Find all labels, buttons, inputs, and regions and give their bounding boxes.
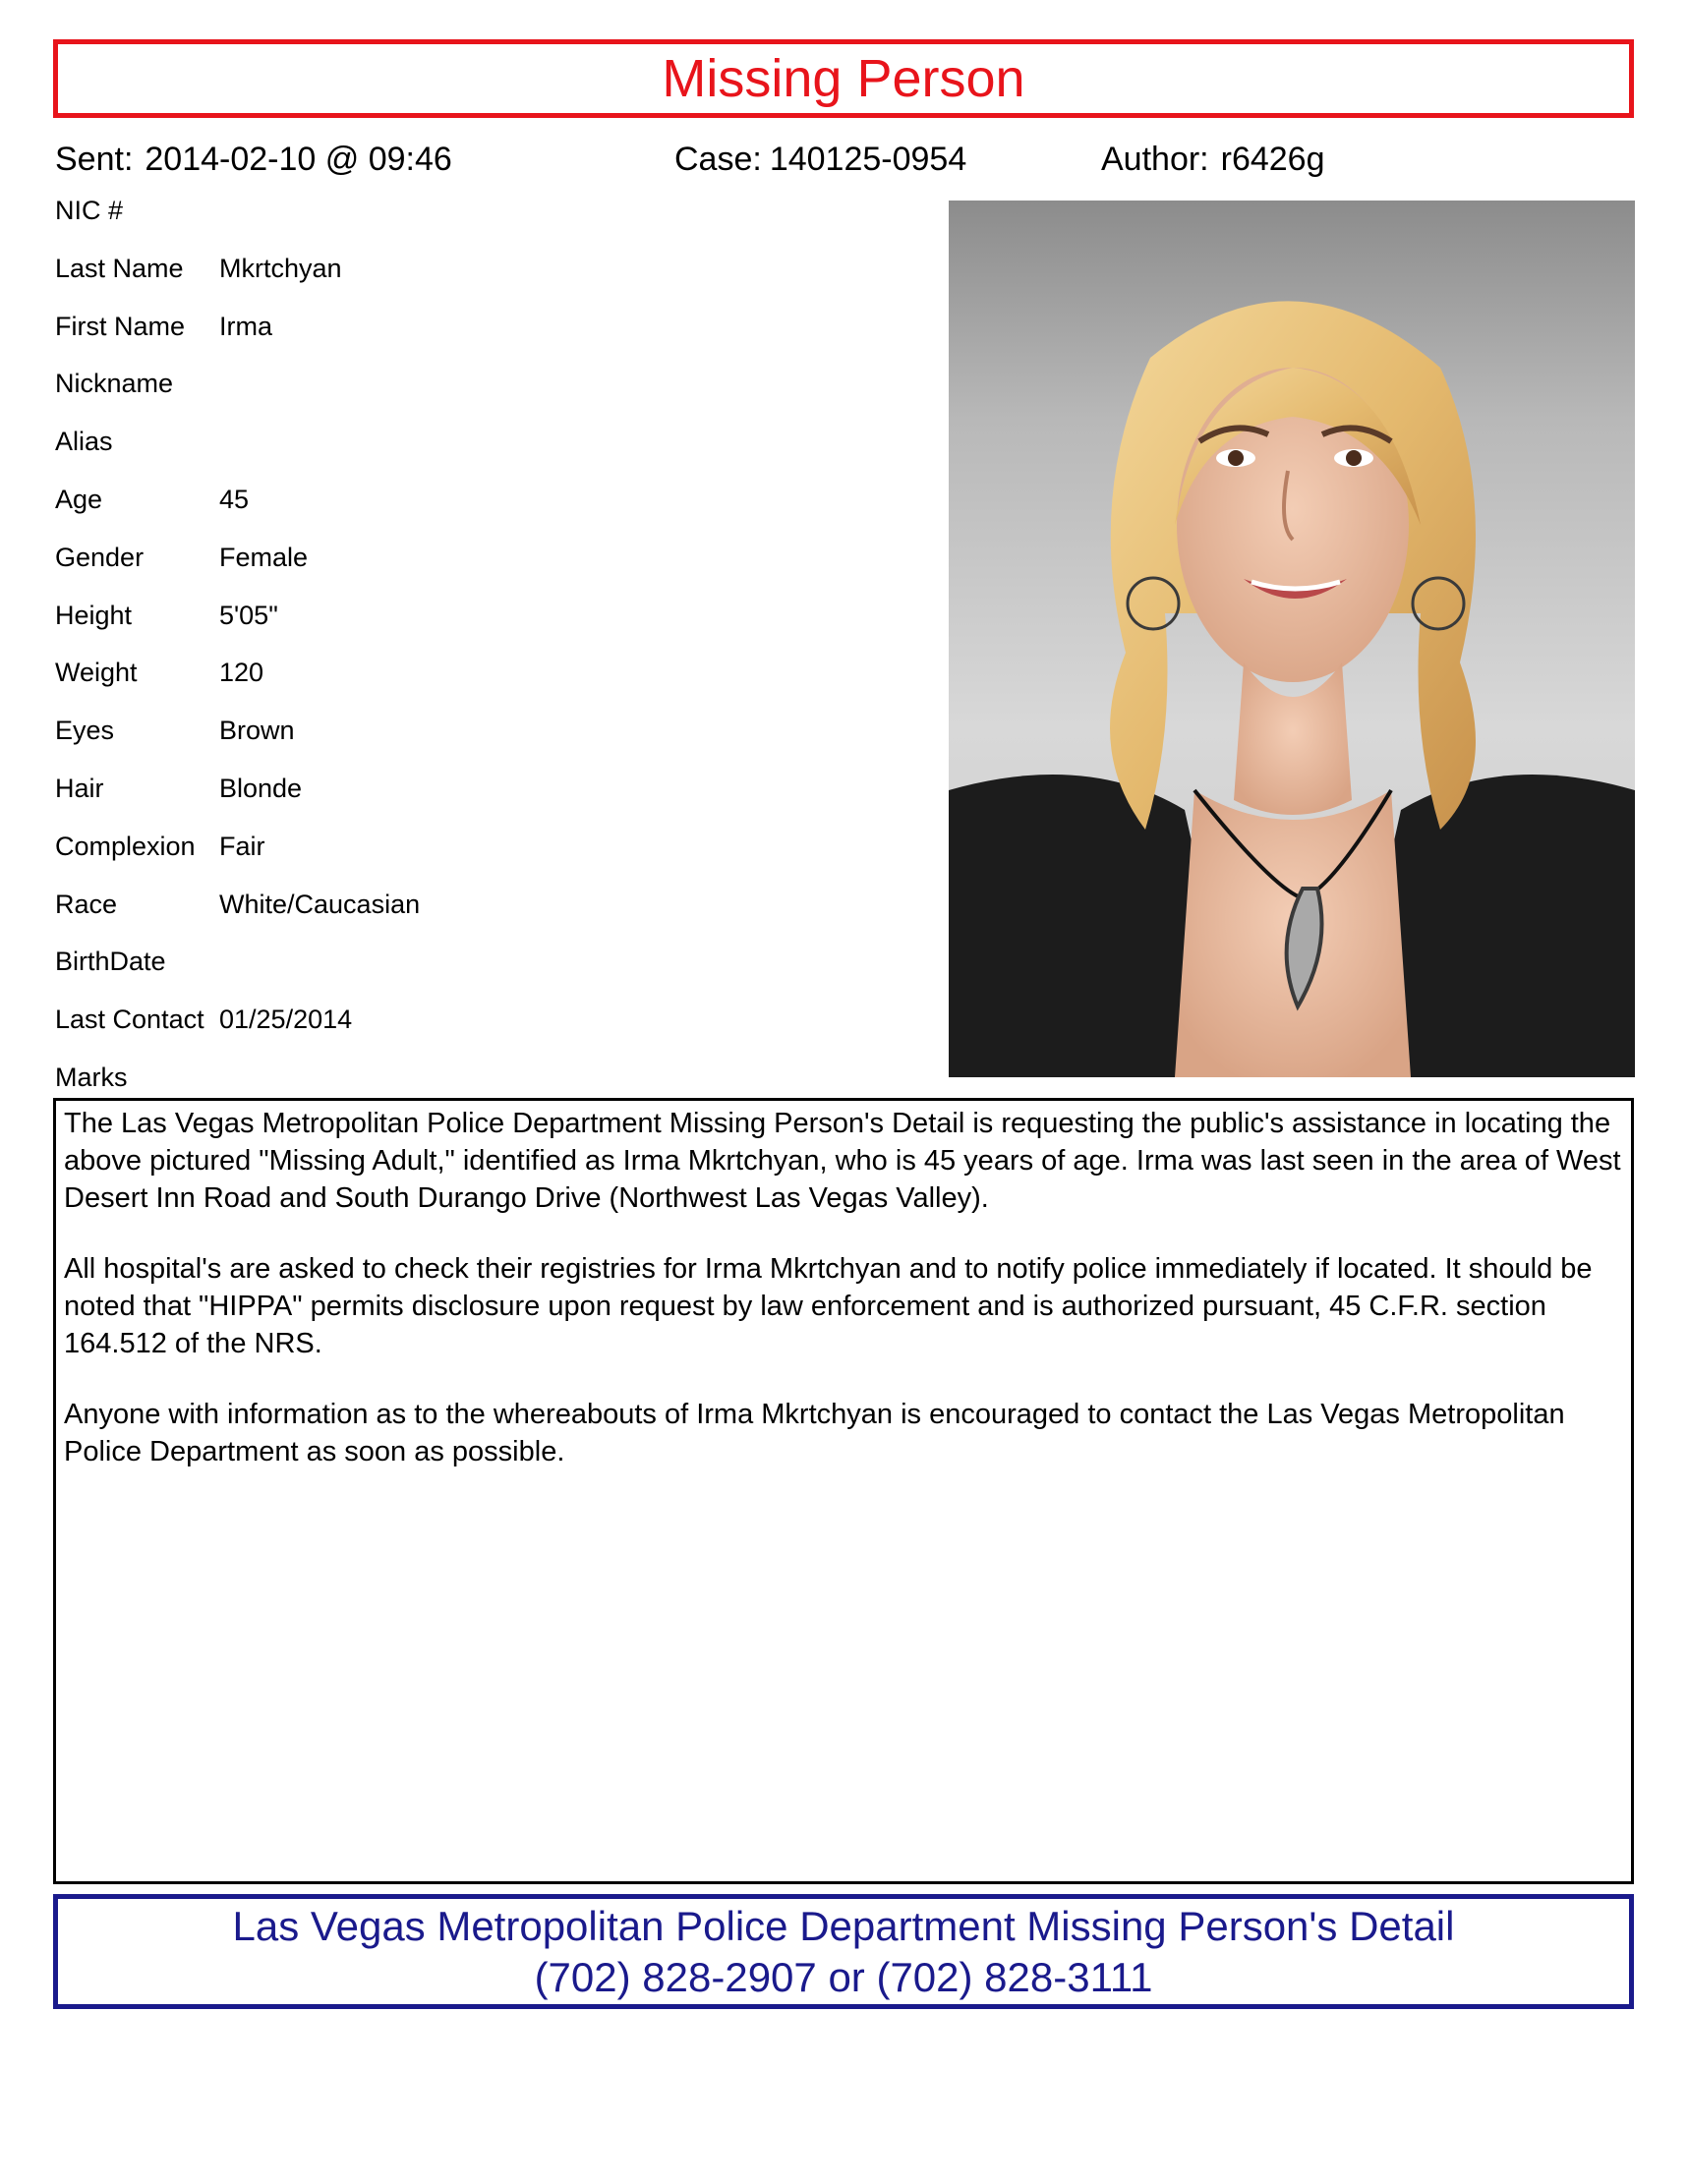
field-value: Female: [219, 542, 309, 572]
author-value: r6426g: [1220, 141, 1325, 178]
field-row-gender: [55, 534, 920, 592]
field-value: 01/25/2014: [219, 1005, 353, 1035]
page-title: Missing Person: [662, 49, 1025, 108]
field-value: 5'05": [219, 600, 278, 630]
field-label: Gender: [55, 542, 145, 572]
field-row-first-name: [55, 303, 920, 361]
field-value: Fair: [219, 831, 265, 861]
field-label: Weight: [55, 658, 138, 688]
footer-department: Las Vegas Metropolitan Police Department Missing Person's Detail: [232, 1902, 1455, 1949]
contact-footer: [53, 1894, 1634, 2009]
field-label: Height: [55, 600, 133, 630]
description-paragraph: The Las Vegas Metropolitan Police Department Missing Person's Detail is requesting the public's assistance in locating the above pictured "Missing Adult," identified as Irma Mkrtchyan, who is 45 years of age. Irma was last seen in the area of West Desert Inn Road and South Durango Drive (Northwest Las Vegas Valley).: [64, 1108, 1621, 1214]
case-value: 140125-0954: [769, 141, 967, 178]
field-value: 45: [219, 484, 250, 514]
field-label: NIC #: [55, 196, 124, 225]
field-label: Race: [55, 889, 118, 919]
field-row-eyes: [55, 707, 920, 765]
field-label: Complexion: [55, 831, 196, 861]
sent-info: [55, 136, 452, 183]
sent-value: 2014-02-10 @ 09:46: [145, 141, 452, 178]
field-row-complexion: [55, 823, 920, 881]
person-details: [55, 187, 920, 1112]
field-label: Last Name: [55, 253, 184, 283]
field-label: Last Contact: [55, 1005, 204, 1035]
field-value: 120: [219, 658, 264, 688]
field-row-alias: [55, 418, 920, 476]
title-banner: [53, 39, 1634, 118]
sent-label: Sent:: [55, 141, 134, 178]
field-label: Alias: [55, 427, 113, 457]
person-photo: [949, 201, 1635, 1077]
field-value: Brown: [219, 716, 295, 746]
field-value: Mkrtchyan: [219, 253, 342, 283]
field-value: Irma: [219, 311, 272, 341]
field-row-weight: [55, 649, 920, 707]
field-row-height: [55, 592, 920, 650]
field-row-age: [55, 476, 920, 534]
field-label: Nickname: [55, 369, 174, 399]
description-paragraph: Anyone with information as to the whereabouts of Irma Mkrtchyan is encouraged to contact the Las Vegas Metropolitan Police Department as soon as possible.: [64, 1399, 1565, 1467]
field-label: First Name: [55, 311, 186, 341]
case-info: [674, 136, 966, 183]
field-row-nickname: [55, 360, 920, 418]
field-value: White/Caucasian: [219, 889, 421, 919]
description-paragraph: All hospital's are asked to check their registries for Irma Mkrtchyan and to notify police immediately if located. It should be noted that "HIPPA" permits disclosure upon request by law enforcement and is authorized pursuant, 45 C.F.R. section 164.512 of the NRS.: [64, 1253, 1593, 1359]
description-box: [53, 1098, 1634, 1884]
field-row-last-contact: [55, 996, 920, 1054]
author-label: Author:: [1101, 141, 1209, 178]
author-info: [1101, 136, 1325, 183]
field-label: Eyes: [55, 716, 115, 746]
field-label: Marks: [55, 1062, 128, 1092]
footer-phone-numbers: (702) 828-2907 or (702) 828-3111: [534, 1953, 1153, 2000]
field-row-birthdate: [55, 938, 920, 996]
field-row-last-name: [55, 245, 920, 303]
field-label: BirthDate: [55, 947, 166, 977]
field-label: Hair: [55, 773, 104, 803]
field-row-race: [55, 881, 920, 939]
field-row-nic: [55, 187, 920, 245]
field-label: Age: [55, 484, 103, 514]
field-row-hair: [55, 765, 920, 823]
case-label: Case:: [674, 141, 762, 178]
field-value: Blonde: [219, 773, 303, 803]
